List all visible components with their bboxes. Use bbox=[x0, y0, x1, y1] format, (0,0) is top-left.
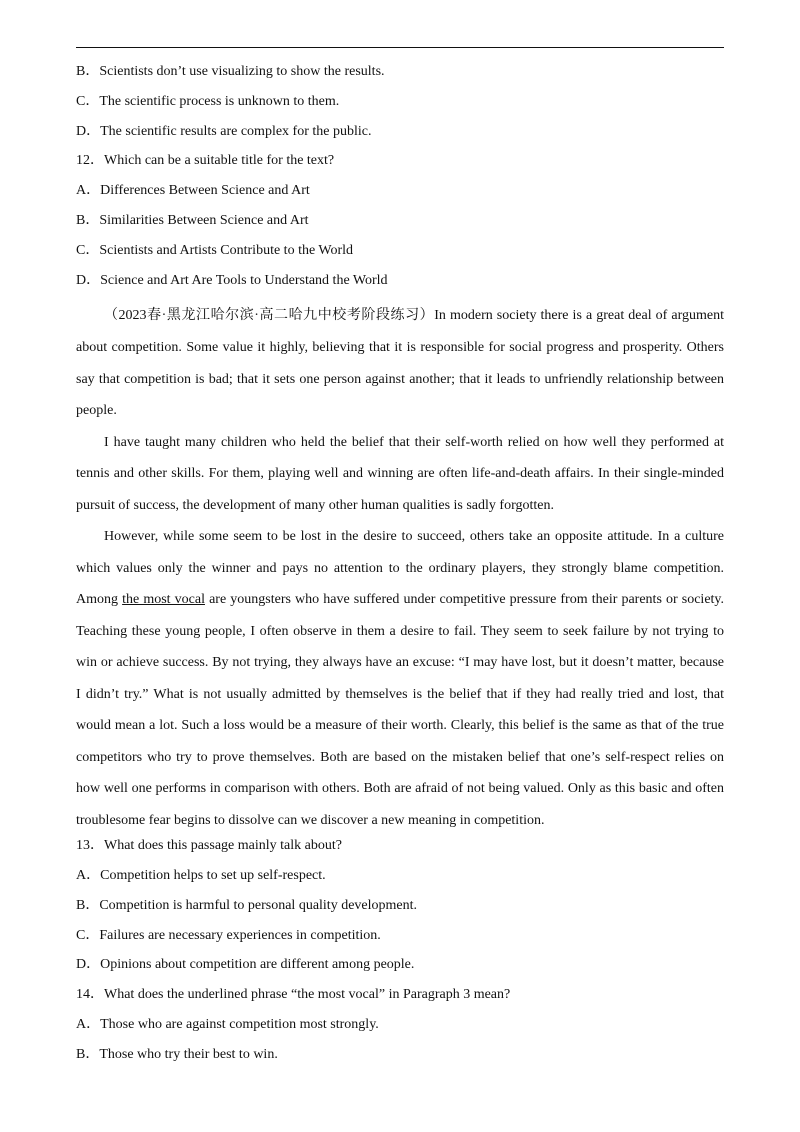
q11-option-b[interactable]: B．Scientists don’t use visualizing to show the results. bbox=[76, 64, 385, 79]
passage-source: （2023春·黑龙江哈尔滨·高二哈九中校考阶段练习） bbox=[104, 308, 435, 324]
passage-paragraph-1: （2023春·黑龙江哈尔滨·高二哈九中校考阶段练习）In modern society there is a great deal of argument about competition. Some value it highly, believing that it is responsible for social progress and prosperity. Others say that competition is bad; that it sets one person against another; that it leads to unfriendly relationship between people. bbox=[76, 308, 724, 419]
q14-stem: 14．What does the underlined phrase “the most vocal” in Paragraph 3 mean? bbox=[76, 987, 511, 1003]
page-content bbox=[76, 62, 724, 1075]
q13-option-a[interactable]: A．Competition helps to set up self-respect. bbox=[76, 868, 326, 884]
q12-option-c[interactable]: C．Scientists and Artists Contribute to the World bbox=[76, 242, 354, 258]
q11-option-c[interactable]: C．The scientific process is unknown to them. bbox=[76, 93, 340, 109]
q12-option-d[interactable]: D．Science and Art Are Tools to Understand the World bbox=[76, 272, 388, 288]
q12-stem: 12．Which can be a suitable title for the text? bbox=[76, 153, 335, 169]
q12-option-b[interactable]: B．Similarities Between Science and Art bbox=[76, 212, 309, 228]
passage-paragraph-3: However, while some seem to be lost in the desire to succeed, others take an opposite attitude. In a culture which values only the winner and pays no attention to the ordinary players, they strongly blame competition. Among the most vocal are youngsters who have suffered under competitive pressure from their parents or society. Teaching these young people, I often observe in them a desire to fail. They seem to seek failure by not trying to win or achieve success. By not trying, they always have an excuse: “I may have lost, but it doesn’t matter, because I didn’t try.” What is not usually admitted by themselves is the belief that if they had really tried and lost, that would mean a lot. Such a loss would be a measure of their worth. Clearly, this belief is the same as that of the true competitors who try to prove themselves. Both are based on the mistaken belief that one’s self-respect relies on how well one performs in comparison with others. Both are afraid of not being valued. Only as this basic and often troublesome fear begins to dissolve can we discover a new meaning in competition. bbox=[76, 529, 725, 828]
q13-option-d[interactable]: D．Opinions about competition are different among people. bbox=[76, 957, 415, 973]
q13-stem: 13．What does this passage mainly talk about? bbox=[76, 838, 342, 854]
q14-option-a[interactable]: A．Those who are against competition most strongly. bbox=[76, 1017, 379, 1033]
passage-paragraph-2: I have taught many children who held the belief that their self-worth relied on how well they performed at tennis and other skills. For them, playing well and winning are often life-and-death affairs. In their single-minded pursuit of success, the development of many other human qualities is sadly forgotten. bbox=[76, 434, 724, 513]
q13-option-b[interactable]: B．Competition is harmful to personal quality development. bbox=[76, 897, 418, 913]
q13-option-c[interactable]: C．Failures are necessary experiences in competition. bbox=[76, 927, 381, 943]
underlined-phrase: the most vocal bbox=[122, 592, 205, 608]
q11-option-d[interactable]: D．The scientific results are complex for the public. bbox=[76, 123, 372, 139]
header-rule bbox=[76, 47, 724, 48]
q12-option-a[interactable]: A．Differences Between Science and Art bbox=[76, 183, 310, 199]
q14-option-b[interactable]: B．Those who try their best to win. bbox=[76, 1046, 278, 1062]
